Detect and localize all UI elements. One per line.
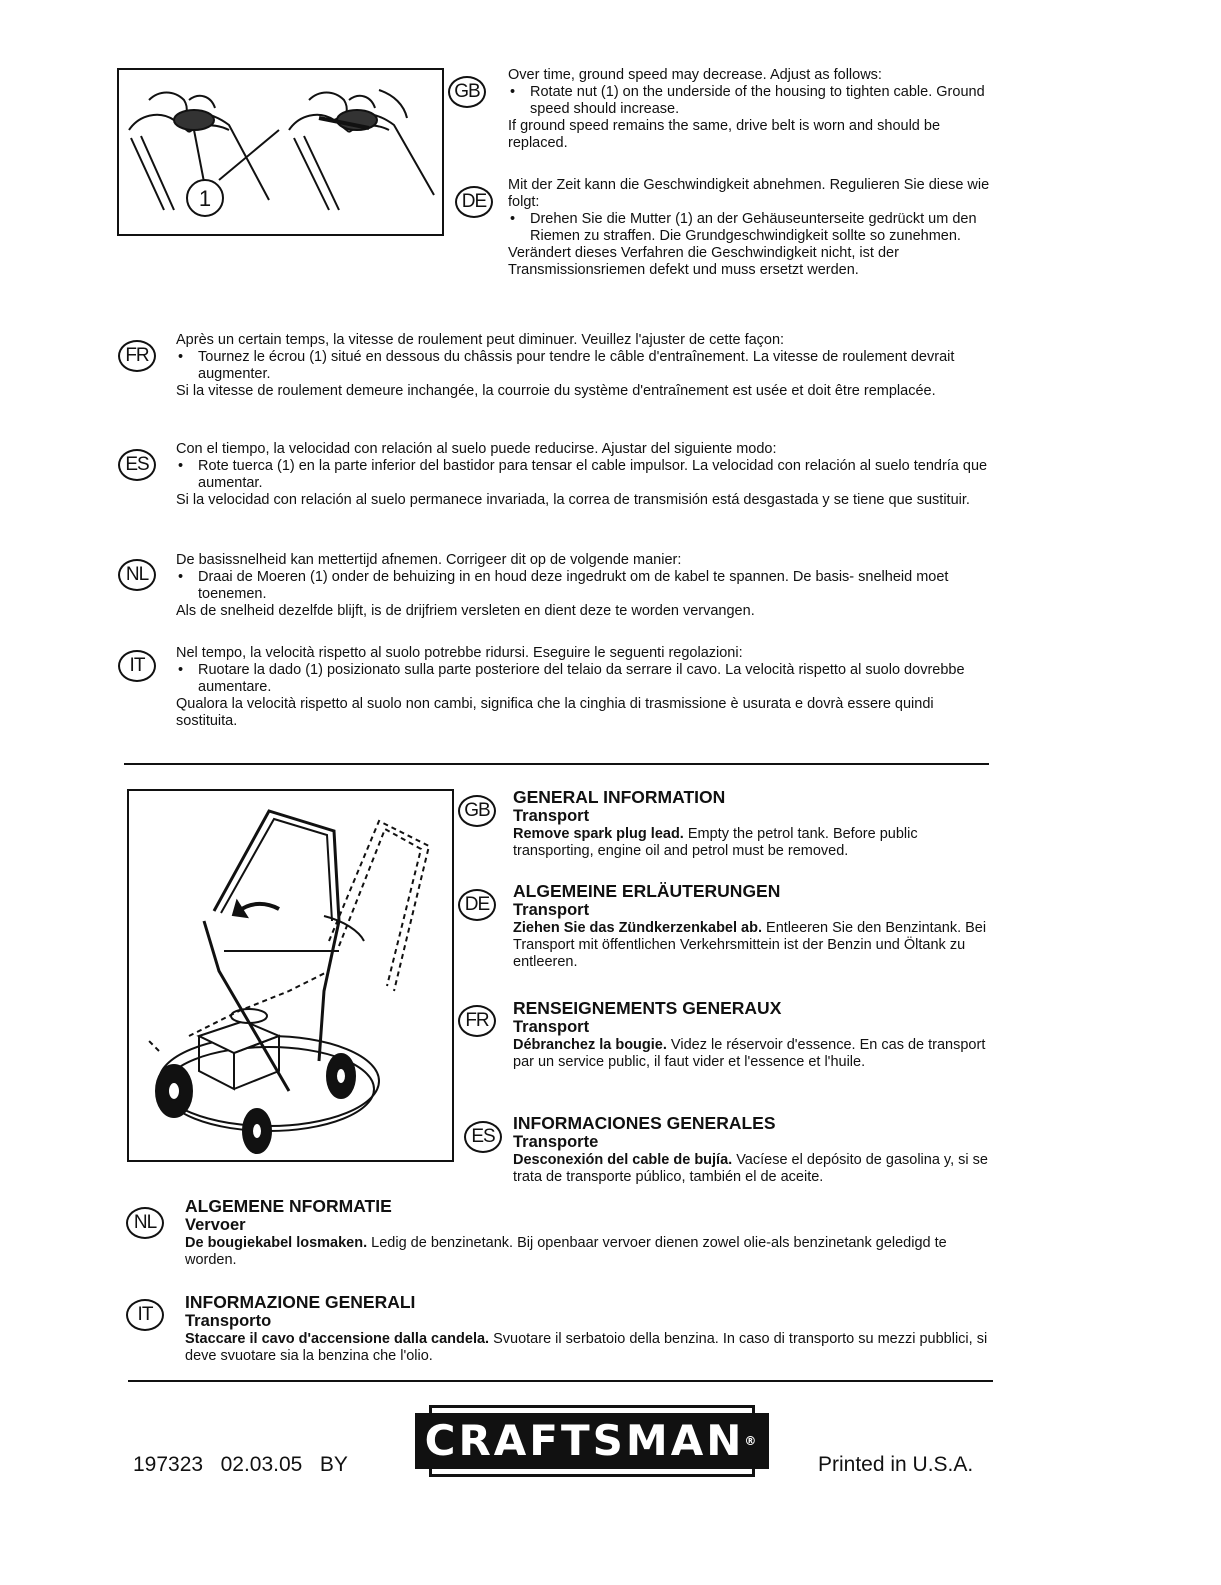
nl-general-title: ALGEMENE NFORMATIE — [185, 1196, 392, 1216]
de-after: Verändert dieses Verfahren die Geschwindigkeit nicht, ist der Transmissionsriemen defekt und muss ersetzt werden. — [508, 245, 899, 278]
nl-general-lead: De bougiekabel losmaken. — [185, 1235, 368, 1251]
gb-general-lead: Remove spark plug lead. — [513, 826, 684, 842]
nl-general-section — [185, 1196, 995, 1269]
language-badge-it-general: IT — [126, 1299, 164, 1331]
printed-in: Printed in U.S.A. — [818, 1453, 974, 1476]
language-badge-nl: NL — [118, 559, 156, 591]
es-general-section — [513, 1113, 991, 1186]
gb-adjust-section: Over time, ground speed may decrease. Adjust as follows: • Rotate nut (1) on the underside of the housing to tighten cable. Ground speed should increase. If ground speed remains the same, drive belt is worn and should be replaced. — [508, 67, 990, 152]
language-badge-fr: FR — [118, 340, 156, 372]
language-badge-de: DE — [455, 186, 493, 218]
de-general-section — [513, 881, 991, 971]
print-date: 02.03.05 — [220, 1453, 303, 1476]
language-badge-es: ES — [118, 449, 156, 481]
language-badge-nl-general: NL — [126, 1207, 164, 1239]
gb-after: If ground speed remains the same, drive belt is worn and should be replaced. — [508, 118, 941, 151]
de-general-title: ALGEMEINE ERLÄUTERUNGEN — [513, 881, 781, 901]
fr-general-title: RENSEIGNEMENTS GENERAUX — [513, 998, 782, 1018]
de-intro: Mit der Zeit kann die Geschwindigkeit abnehmen. Regulieren Sie diese wie folgt: — [508, 177, 990, 210]
part-number: 197323 — [133, 1453, 204, 1476]
nl-adjust-section: De basissnelheid kan mettertijd afnemen. Corrigeer dit op de volgende manier: • Draai de Moeren (1) onder de behuizing in en houd deze ingedrukt om de kabel te spannen. De basis- snelheid moet toenemen. Als de snelheid dezelfde blijft, is de drijfriem versleten en dient deze te worden vervangen. — [176, 552, 990, 620]
it-intro: Nel tempo, la velocità rispetto al suolo potrebbe ridursi. Eseguire le seguenti regolazioni: — [176, 645, 743, 661]
gb-intro: Over time, ground speed may decrease. Adjust as follows: — [508, 67, 882, 83]
fr-intro: Après un certain temps, la vitesse de roulement peut diminuer. Veuillez l'ajuster de cette façon: — [176, 332, 785, 348]
es-general-text: Vacíese el depósito de gasolina y, si se trata de transporte público, también el de aceite. — [513, 1152, 988, 1185]
it-after: Qualora la velocità rispetto al suolo non cambi, significa che la cinghia di trasmissione è usurata e dovrà essere quindi sostituita. — [176, 696, 934, 729]
it-general-text: Svuotare il serbatoio della benzina. In caso di transporto su mezzi pubblici, si deve svuotare sia la benzina che l'olio. — [185, 1331, 988, 1364]
fr-general-text: Videz le réservoir d'essence. En cas de transport par un service public, il faut vider et l'essence et l'huile. — [513, 1037, 986, 1070]
es-general-title: INFORMACIONES GENERALES — [513, 1113, 776, 1133]
nl-after: Als de snelheid dezelfde blijft, is de drijfriem versleten en dient deze te worden vervangen. — [176, 603, 755, 619]
gb-general-section — [513, 787, 991, 860]
callout-number: 1 — [198, 186, 212, 211]
language-badge-gb: GB — [448, 76, 486, 108]
footer-divider — [128, 1380, 993, 1382]
it-general-title: INFORMAZIONE GENERALI — [185, 1292, 416, 1312]
gb-general-subtitle: Transport — [513, 807, 590, 825]
edition-code: BY — [319, 1453, 348, 1476]
nl-general-text: Ledig de benzinetank. Bij openbaar vervoer dienen zowel olie-als benzinetank geledigd te worden. — [185, 1235, 947, 1268]
fr-general-section — [513, 998, 991, 1071]
it-bullet: Ruotare la dado (1) posizionato sulla parte posteriore del telaio da serrare il cavo. La velocità rispetto al suolo dovrebbe aumentare. — [198, 662, 965, 695]
nl-general-subtitle: Vervoer — [185, 1216, 246, 1234]
language-badge-de-general: DE — [458, 889, 496, 921]
lawn-mower-drawing — [129, 791, 452, 1160]
nl-intro: De basissnelheid kan mettertijd afnemen. Corrigeer dit op de volgende manier: — [176, 552, 682, 568]
document-code — [133, 1453, 348, 1477]
fr-adjust-section: Après un certain temps, la vitesse de roulement peut diminuer. Veuillez l'ajuster de cette façon: • Tournez le écrou (1) situé en dessous du châssis pour tendre le câble d'entraînement. La vitesse de roulement devrait augmenter. Si la vitesse de roulement demeure inchangée, la courroie du système d'entraînement est usée et doit être remplacée. — [176, 332, 990, 400]
hand-nut-drawing — [119, 70, 442, 234]
it-general-subtitle: Transporto — [185, 1312, 272, 1330]
fr-after: Si la vitesse de roulement demeure inchangée, la courroie du système d'entraînement est usée et doit être remplacée. — [176, 383, 936, 399]
mower-folding-illustration — [127, 789, 454, 1162]
brand-name: CRAFTSMAN — [424, 1416, 745, 1465]
language-badge-gb-general: GB — [458, 795, 496, 827]
es-bullet: Rote tuerca (1) en la parte inferior del bastidor para tensar el cable impulsor. La velocidad con relación al suelo tendría que aumentar. — [198, 458, 988, 491]
gb-general-title: GENERAL INFORMATION — [513, 787, 726, 807]
de-general-lead: Ziehen Sie das Zündkerzenkabel ab. — [513, 920, 762, 936]
language-badge-it: IT — [118, 650, 156, 682]
es-intro: Con el tiempo, la velocidad con relación al suelo puede reducirse. Ajustar del siguiente modo: — [176, 441, 777, 457]
nl-bullet: Draai de Moeren (1) onder de behuizing in en houd deze ingedrukt om de kabel te spannen. De basis- snelheid moet toenemen. — [198, 569, 949, 602]
craftsman-logo: CRAFTSMAN® — [429, 1405, 755, 1477]
it-adjust-section: Nel tempo, la velocità rispetto al suolo potrebbe ridursi. Eseguire le seguenti regolazioni: • Ruotare la dado (1) posizionato sulla parte posteriore del telaio da serrare il cavo. La velocità rispetto al suolo dovrebbe aumentare. Qualora la velocità rispetto al suolo non cambi, significa che la cinghia di trasmissione è usurata e dovrà essere quindi sostituita. — [176, 645, 990, 730]
adjustment-illustration — [117, 68, 444, 236]
de-adjust-section: Mit der Zeit kann die Geschwindigkeit abnehmen. Regulieren Sie diese wie folgt: • Drehen Sie die Mutter (1) an der Gehäuseunterseite gedrückt um den Riemen zu straffen. Die Grundgeschwindigkeit sollte so zunehmen. Verändert dieses Verfahren die Geschwindigkeit nicht, ist der Transmissionsriemen defekt und muss ersetzt werden. — [508, 177, 990, 278]
gb-general-text: Empty the petrol tank. Before public transporting, engine oil and petrol must be removed. — [513, 826, 918, 859]
section-divider — [124, 763, 989, 765]
fr-general-lead: Débranchez la bougie. — [513, 1037, 667, 1053]
es-adjust-section: Con el tiempo, la velocidad con relación al suelo puede reducirse. Ajustar del siguiente modo: • Rote tuerca (1) en la parte inferior del bastidor para tensar el cable impulsor. La velocidad con relación al suelo tendría que aumentar. Si la velocidad con relación al suelo permanece invariada, la correa de transmisión está desgastada y se tiene que sustituir. — [176, 441, 990, 509]
fr-bullet: Tournez le écrou (1) situé en dessous du châssis pour tendre le câble d'entraînement. La vitesse de roulement devrait augmenter. — [198, 349, 955, 382]
de-general-text: Entleeren Sie den Benzintank. Bei Transport mit öffentlichen Verkehrsmittein ist der Benzin und Öltank zu entleeren. — [513, 920, 987, 970]
it-general-section — [185, 1292, 995, 1365]
es-general-lead: Desconexión del cable de bujía. — [513, 1152, 733, 1168]
it-general-lead: Staccare il cavo d'accensione dalla candela. — [185, 1331, 490, 1347]
es-after: Si la velocidad con relación al suelo permanece invariada, la correa de transmisión está desgastada y se tiene que sustituir. — [176, 492, 970, 508]
es-general-subtitle: Transporte — [513, 1133, 599, 1151]
language-badge-fr-general: FR — [458, 1005, 496, 1037]
fr-general-subtitle: Transport — [513, 1018, 590, 1036]
de-bullet: Drehen Sie die Mutter (1) an der Gehäuseunterseite gedrückt um den Riemen zu straffen. Die Grundgeschwindigkeit sollte so zunehmen. — [530, 211, 977, 244]
language-badge-es-general: ES — [464, 1121, 502, 1153]
de-general-subtitle: Transport — [513, 901, 590, 919]
gb-bullet: Rotate nut (1) on the underside of the housing to tighten cable. Ground speed should increase. — [530, 84, 985, 117]
